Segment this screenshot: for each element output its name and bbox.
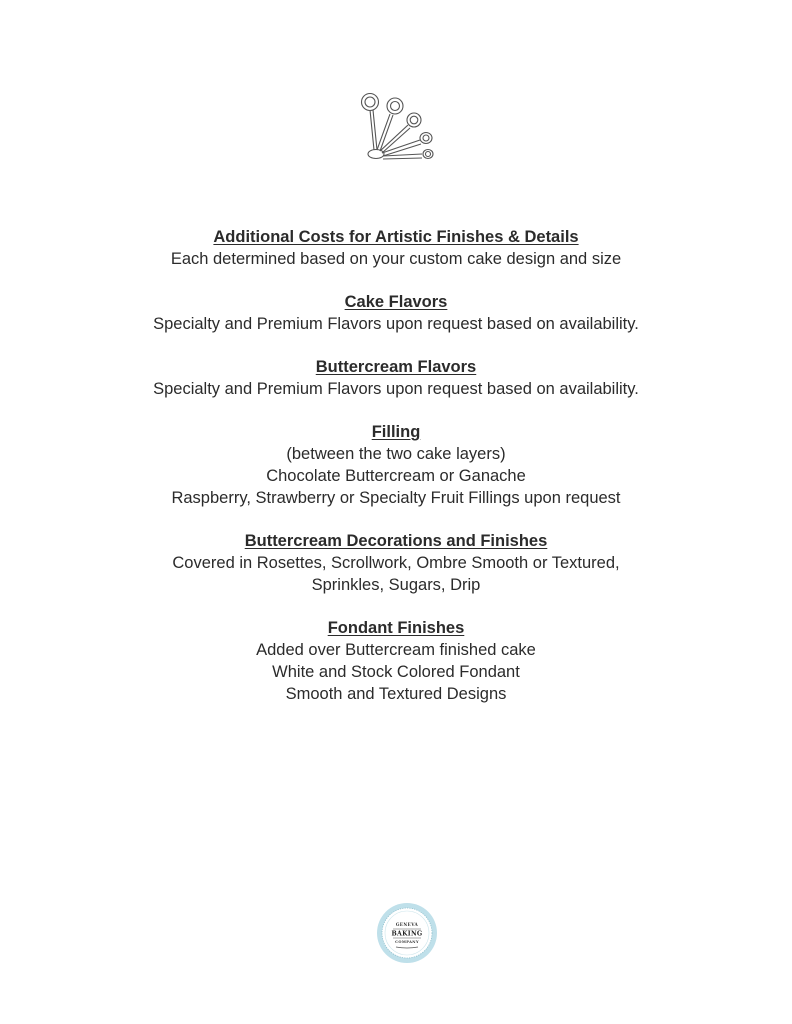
section-cake-flavors — [0, 291, 792, 335]
section-heading: Buttercream Flavors — [315, 358, 477, 376]
section-line: Added over Buttercream finished cake — [256, 641, 536, 659]
section-line: Specialty and Premium Flavors upon request based on availability. — [153, 380, 639, 398]
section-line: White and Stock Colored Fondant — [272, 663, 520, 681]
company-logo — [376, 902, 438, 964]
section-filling — [0, 421, 792, 509]
section-heading: Additional Costs for Artistic Finishes & Details — [213, 228, 579, 246]
section-heading: Cake Flavors — [344, 293, 448, 311]
section-heading: Fondant Finishes — [327, 619, 465, 637]
section-line: (between the two cake layers) — [286, 445, 506, 463]
section-line: Sprinkles, Sugars, Drip — [311, 576, 481, 594]
measuring-spoons-icon — [358, 90, 438, 166]
section-line: Covered in Rosettes, Scrollwork, Ombre Smooth or Textured, — [172, 554, 620, 572]
section-line: Raspberry, Strawberry or Specialty Fruit Fillings upon request — [171, 489, 621, 507]
section-buttercream-decorations — [0, 530, 792, 596]
section-line: Specialty and Premium Flavors upon request based on availability. — [153, 315, 639, 333]
section-fondant-finishes — [0, 617, 792, 705]
section-artistic-finishes — [0, 226, 792, 270]
section-line: Each determined based on your custom cake design and size — [170, 250, 622, 268]
section-heading: Buttercream Decorations and Finishes — [244, 532, 548, 550]
section-heading: Filling — [371, 423, 421, 441]
logo-text-top: GENEVA — [395, 922, 419, 927]
logo-text-middle: BAKING — [391, 930, 423, 938]
section-line: Chocolate Buttercream or Ganache — [266, 467, 526, 485]
section-line: Smooth and Textured Designs — [285, 685, 507, 703]
logo-text-bottom: COMPANY — [395, 940, 419, 944]
pricing-details — [0, 226, 792, 726]
section-buttercream-flavors — [0, 356, 792, 400]
